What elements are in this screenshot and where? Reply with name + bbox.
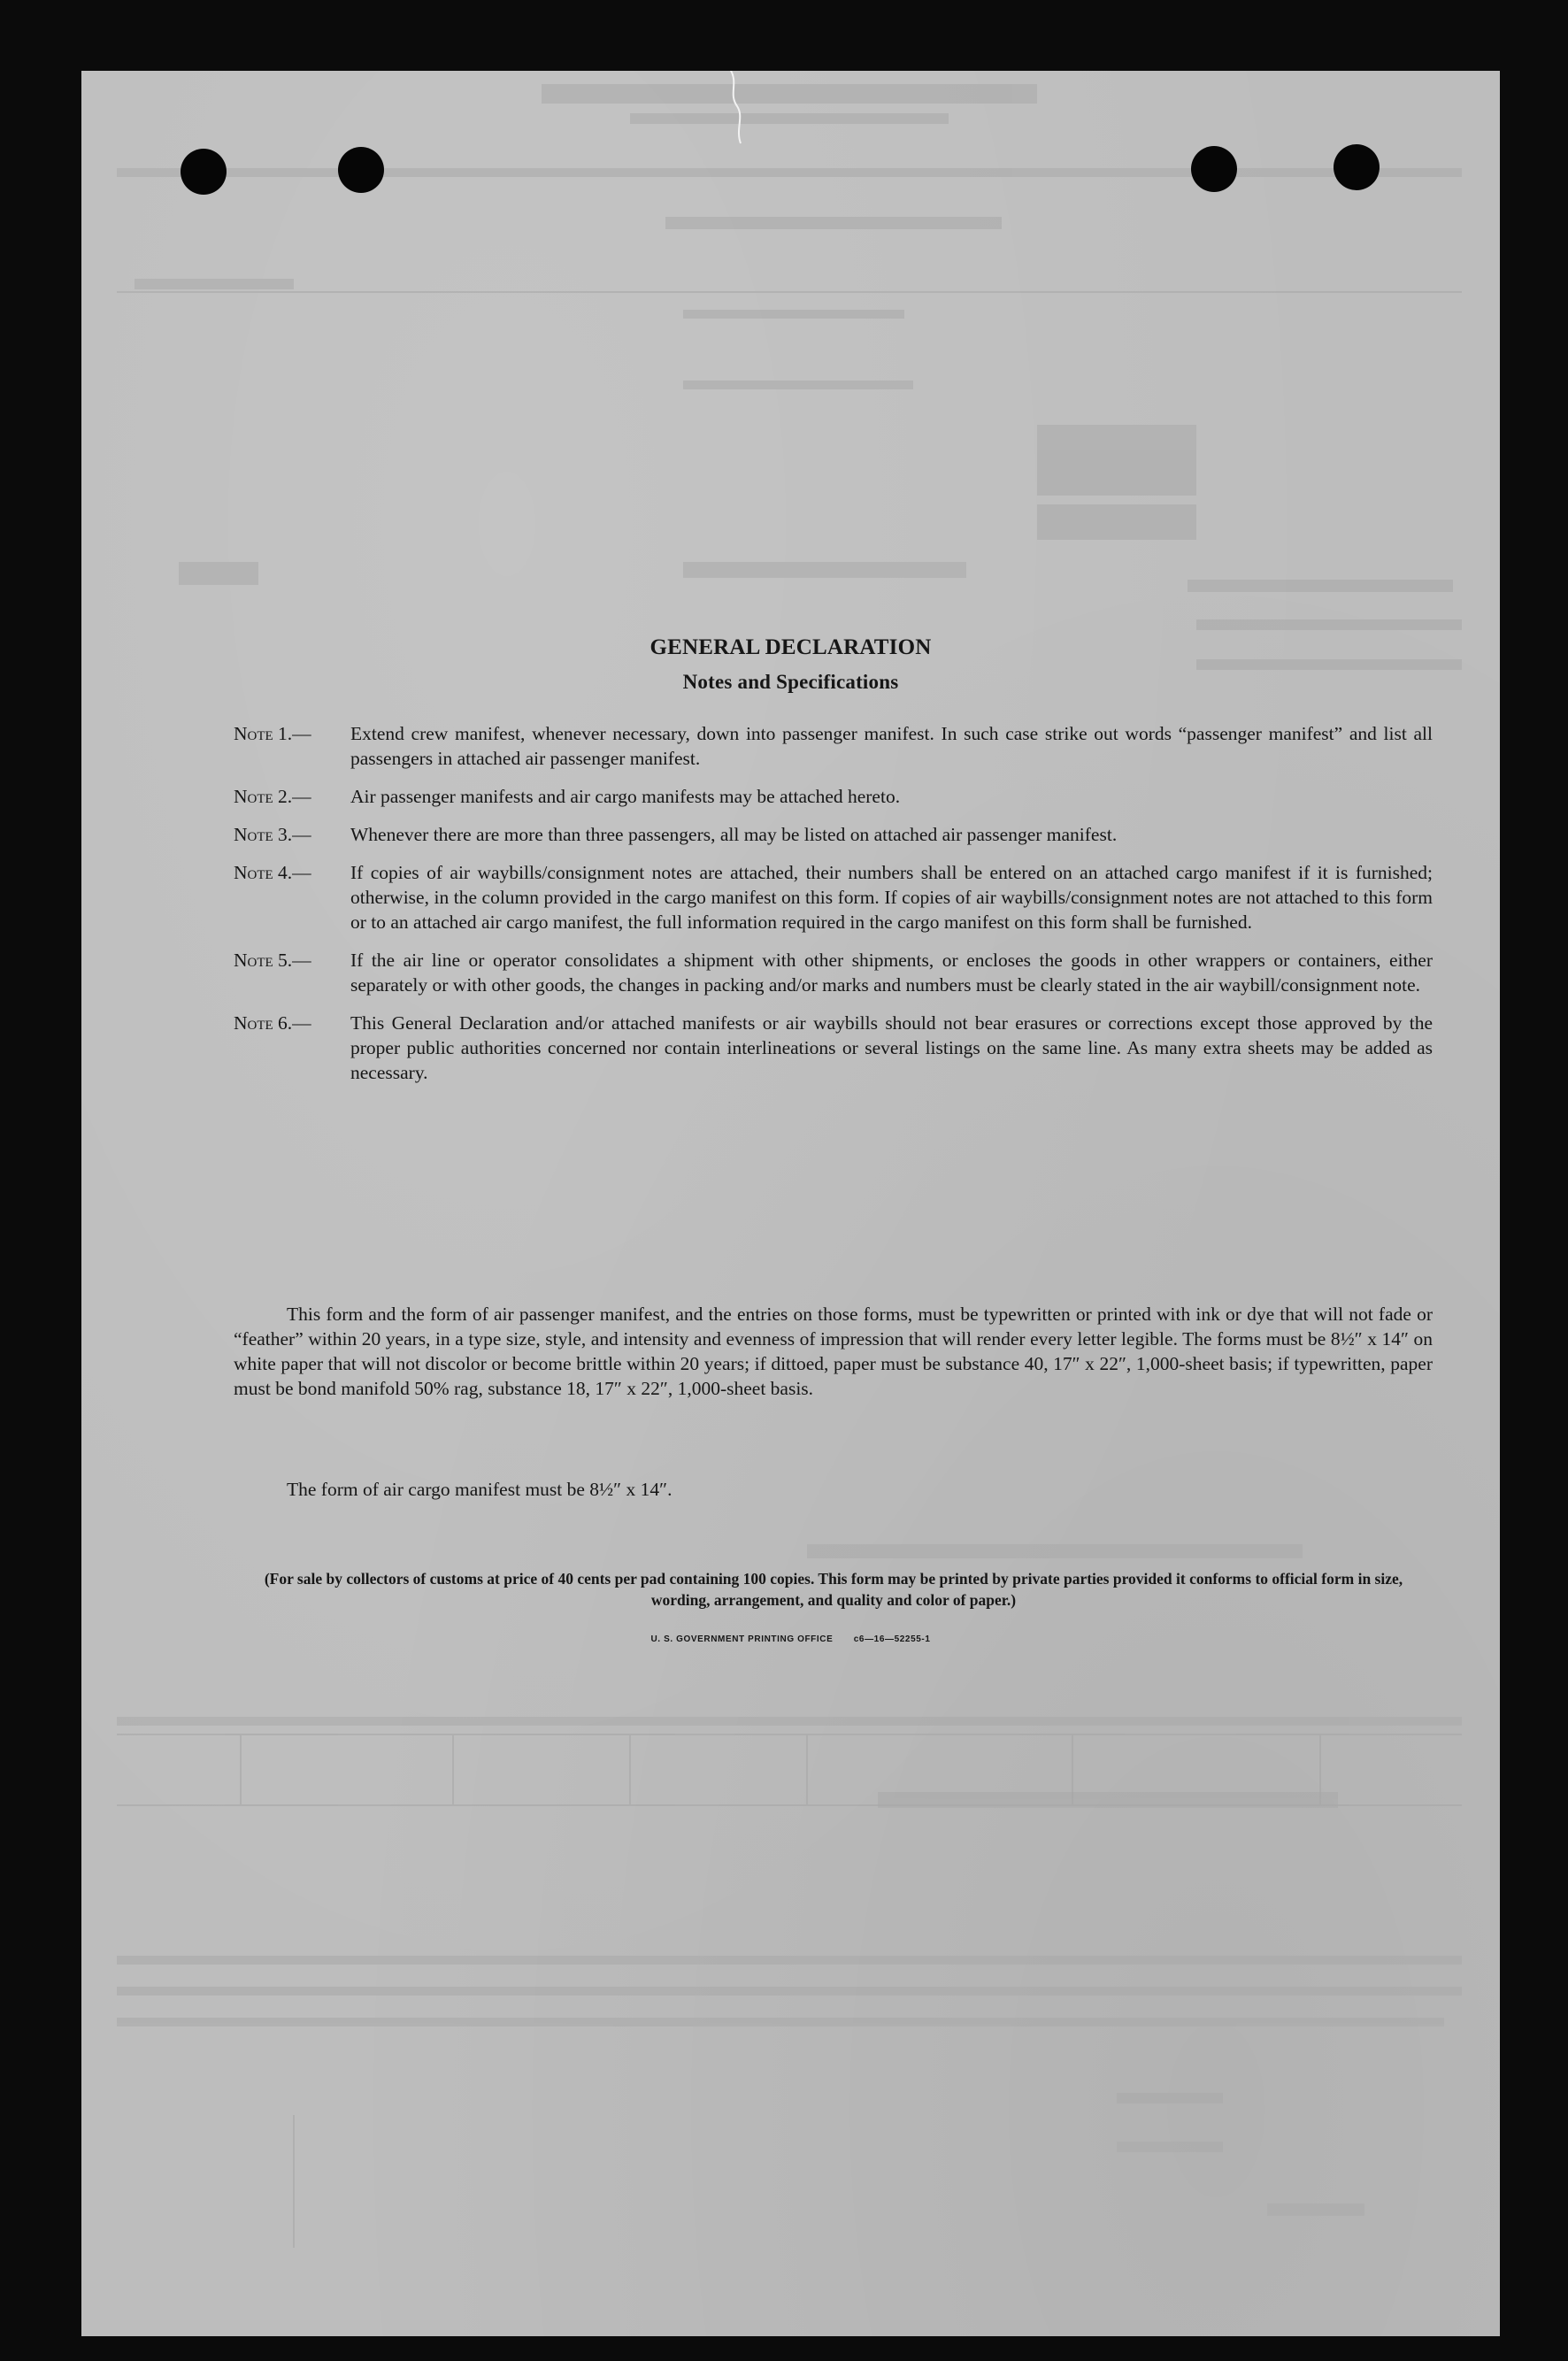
- punch-hole: [1191, 146, 1237, 192]
- note-label: Note 2.—: [234, 786, 311, 807]
- note-label: Note 3.—: [234, 824, 311, 845]
- note-5: [234, 948, 1433, 997]
- punch-hole: [1334, 144, 1380, 190]
- note-text: If the air line or operator consolidates a shipment with other shipments, or encloses the goods in other wrappers or containers, either separately or with other goods, the changes in packing and/or marks and numbers must be clearly stated in the air waybill/consignment note.: [350, 950, 1433, 996]
- declaration-subtitle: Notes and Specifications: [682, 671, 899, 693]
- note-6: [234, 1011, 1433, 1085]
- cargo-manifest-size-note: The form of air cargo manifest must be 8½″ x 14″.: [287, 1479, 673, 1500]
- note-3: [234, 822, 1433, 847]
- note-2: [234, 784, 1433, 809]
- form-specification-paragraph: This form and the form of air passenger manifest, and the entries on those forms, must be typewritten or printed with ink or dye that will not fade or “feather” within 20 years, in a type size, style, and intensity and evenness of impression that will render every letter legible. The forms must be 8½″ x 14″ on white paper that will not discolor or become brittle within 20 years; if dittoed, paper must be substance 40, 17″ x 22″, 1,000-sheet basis; if typewritten, paper must be bond manifold 50% rag, substance 18, 17″ x 22″, 1,000-sheet basis.: [234, 1304, 1433, 1399]
- punch-hole: [181, 149, 227, 195]
- printing-office-line: [81, 1634, 1500, 1644]
- note-text: If copies of air waybills/consignment notes are attached, their numbers shall be entered on an attached cargo manifest if it is furnished; otherwise, in the column provided in the cargo manifest on this form. If copies of air waybills/consignment notes are not attached to this form or to an attached air cargo manifest, the full information required in the cargo manifest on this form shall be furnished.: [350, 862, 1433, 933]
- note-4: [234, 860, 1433, 934]
- printer-name: U. S. GOVERNMENT PRINTING OFFICE: [650, 1634, 834, 1644]
- paper-fiber-mark: [723, 71, 749, 147]
- document-sheet: [81, 71, 1500, 2336]
- declaration-title: GENERAL DECLARATION: [649, 635, 932, 659]
- note-text: Extend crew manifest, whenever necessary, down into passenger manifest. In such case strike out words “passenger manifest” and list all passengers in attached air passenger manifest.: [350, 723, 1433, 769]
- note-text: This General Declaration and/or attached manifests or air waybills should not bear erasures or corrections except those approved by the proper public authorities concerned nor contain interlineations or several listings on the same line. As many extra sheets may be added as necessary.: [350, 1012, 1433, 1083]
- note-label: Note 5.—: [234, 950, 311, 971]
- note-label: Note 6.—: [234, 1012, 311, 1034]
- note-label: Note 1.—: [234, 723, 311, 744]
- note-label: Note 4.—: [234, 862, 311, 883]
- notes-list: [234, 721, 1433, 1098]
- punch-hole: [338, 147, 384, 193]
- bleed-through-texture: [81, 71, 1500, 2336]
- sale-note: (For sale by collectors of customs at price of 40 cents per pad containing 100 copies. This form may be printed by private parties provided it conforms to official form in size, wording, arrangement, and quality and color of paper.): [264, 1570, 1403, 1609]
- printer-code: c6—16—52255-1: [853, 1634, 931, 1644]
- note-1: [234, 721, 1433, 771]
- note-text: Air passenger manifests and air cargo manifests may be attached hereto.: [350, 786, 901, 807]
- note-text: Whenever there are more than three passengers, all may be listed on attached air passenger manifest.: [350, 824, 1118, 845]
